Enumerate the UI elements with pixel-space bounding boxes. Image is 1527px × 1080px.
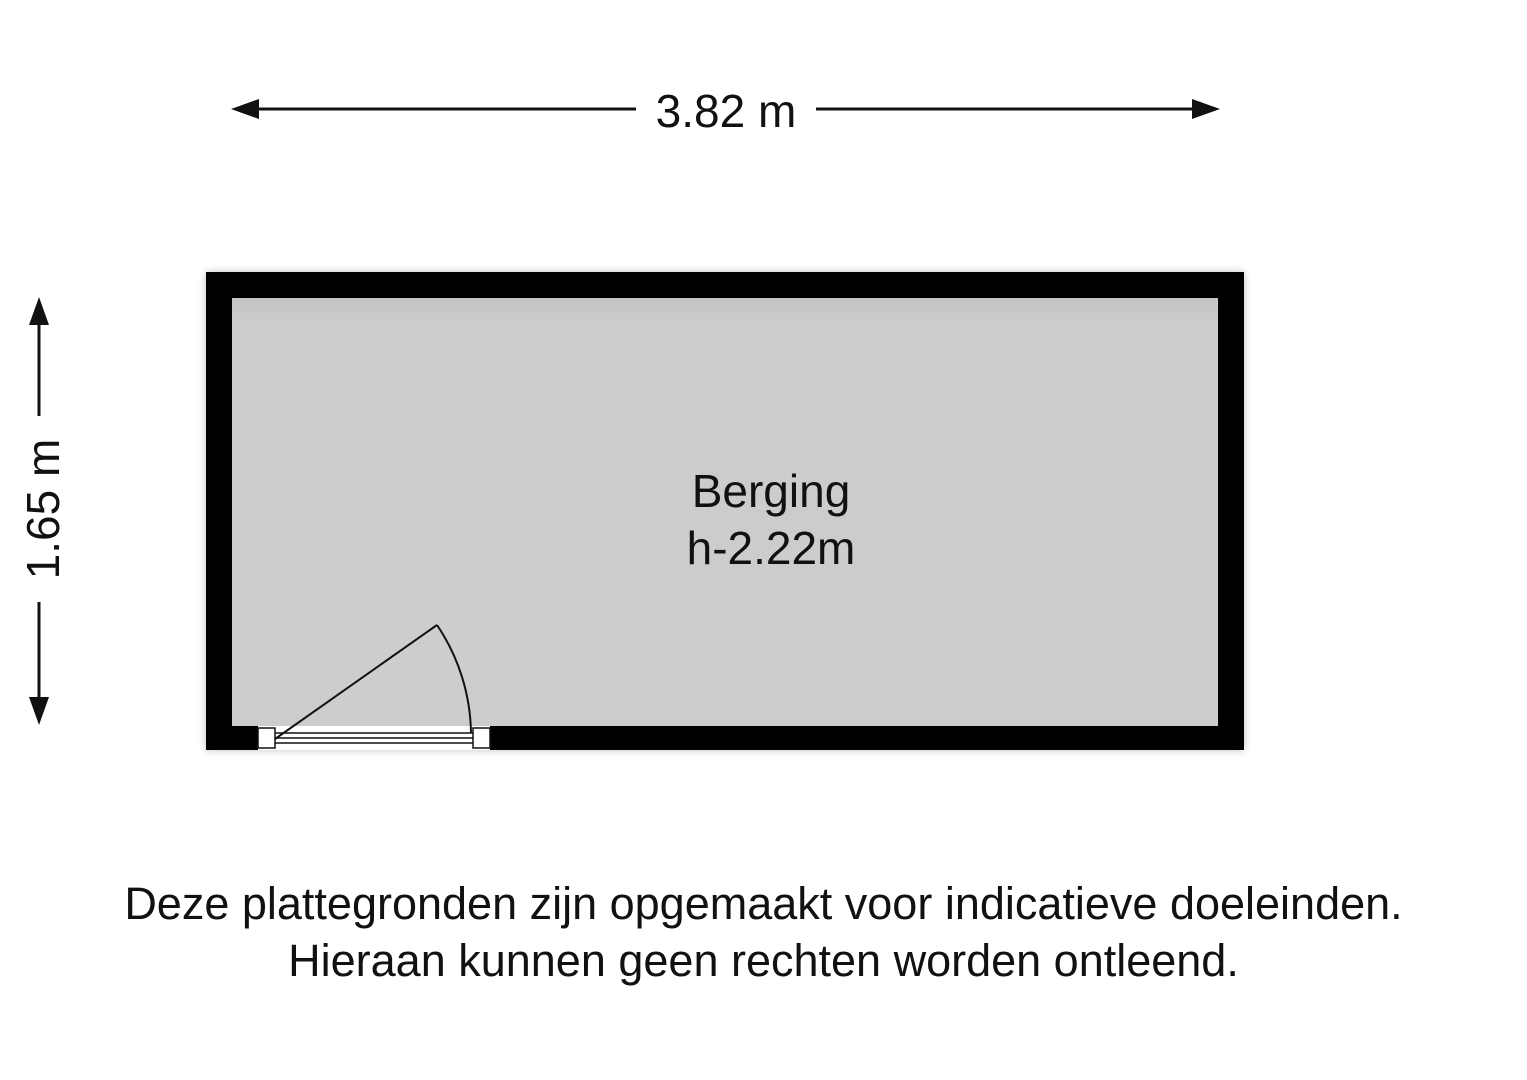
room-height: h-2.22m [686, 522, 856, 574]
disclaimer-line-1: Deze plattegronden zijn opgemaakt voor indicatieve doeleinden. [124, 878, 1403, 929]
room-name: Berging [691, 465, 851, 517]
width-dimension-label: 3.82 m [655, 85, 797, 137]
height-dimension-label: 1.65 m [17, 438, 69, 580]
room-berging [206, 272, 1244, 750]
disclaimer-line-2: Hieraan kunnen geen rechten worden ontleend. [288, 935, 1239, 986]
width-dimension [231, 85, 1220, 137]
height-dimension [17, 297, 69, 725]
arrow-right-icon [1192, 99, 1220, 119]
door-jamb-left [258, 728, 275, 748]
door-jamb-right [473, 728, 490, 748]
arrow-left-icon [231, 99, 259, 119]
arrow-up-icon [29, 297, 49, 325]
arrow-down-icon [29, 697, 49, 725]
